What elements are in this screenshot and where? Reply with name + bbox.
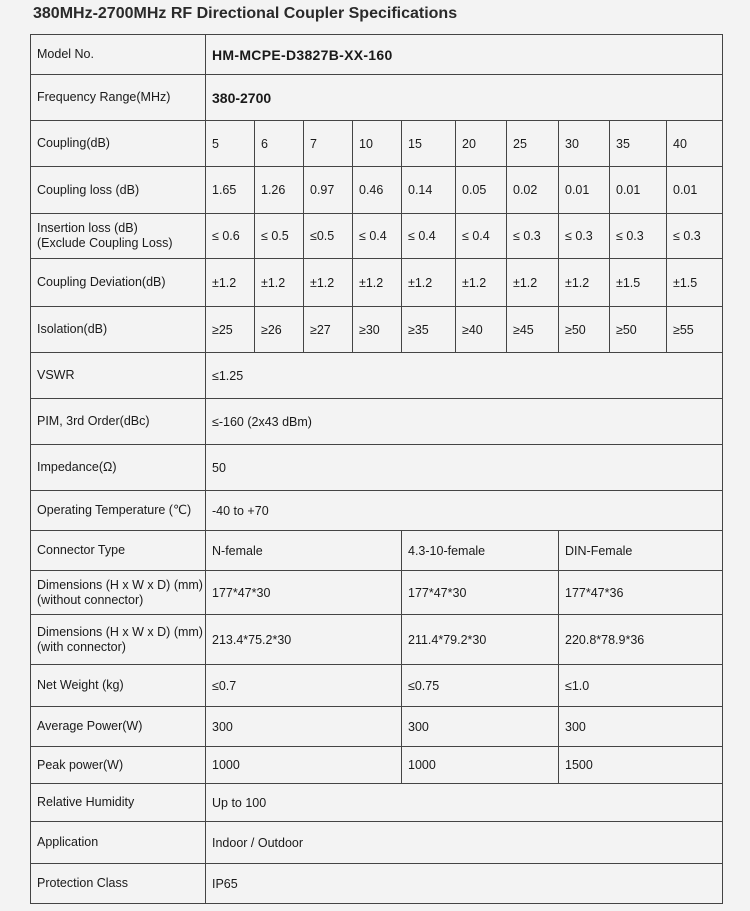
coupling-loss-cell: 0.97 — [304, 167, 353, 214]
coupling-deviation-cell: ±1.5 — [610, 259, 667, 307]
row-dim-with — [31, 615, 723, 665]
spec-table — [30, 34, 723, 904]
protection-value: IP65 — [206, 864, 723, 904]
vswr-label: VSWR — [31, 353, 206, 399]
net-weight-cell: ≤0.7 — [206, 665, 402, 707]
connector-label: Connector Type — [31, 531, 206, 571]
application-value: Indoor / Outdoor — [206, 822, 723, 864]
dim-without-label-line1: Dimensions (H x W x D) (mm) — [37, 577, 203, 592]
coupling-cell: 20 — [456, 121, 507, 167]
insertion-loss-label — [31, 214, 206, 259]
insertion-loss-cell: ≤ 0.4 — [353, 214, 402, 259]
coupling-loss-cell: 0.46 — [353, 167, 402, 214]
isolation-cell: ≥50 — [610, 307, 667, 353]
peak-power-cell: 1000 — [402, 747, 559, 784]
row-isolation — [31, 307, 723, 353]
isolation-cell: ≥50 — [559, 307, 610, 353]
protection-label: Protection Class — [31, 864, 206, 904]
page-title: 380MHz-2700MHz RF Directional Coupler Specifications — [33, 5, 458, 22]
coupling-deviation-label: Coupling Deviation(dB) — [31, 259, 206, 307]
dim-without-cell: 177*47*36 — [559, 571, 723, 615]
coupling-deviation-cell: ±1.2 — [402, 259, 456, 307]
row-temperature — [31, 491, 723, 531]
pim-label: PIM, 3rd Order(dBc) — [31, 399, 206, 445]
coupling-cell: 15 — [402, 121, 456, 167]
coupling-cell: 6 — [255, 121, 304, 167]
temperature-label: Operating Temperature (℃) — [31, 491, 206, 531]
row-humidity — [31, 784, 723, 822]
insertion-loss-cell: ≤ 0.4 — [402, 214, 456, 259]
row-frequency — [31, 75, 723, 121]
coupling-cell: 25 — [507, 121, 559, 167]
row-model — [31, 35, 723, 75]
avg-power-label: Average Power(W) — [31, 707, 206, 747]
row-insertion-loss — [31, 214, 723, 259]
coupling-cell: 40 — [667, 121, 723, 167]
isolation-cell: ≥55 — [667, 307, 723, 353]
row-application — [31, 822, 723, 864]
dim-without-label-line2: (without connector) — [37, 592, 144, 607]
temperature-value: -40 to +70 — [206, 491, 723, 531]
row-coupling-deviation — [31, 259, 723, 307]
peak-power-cell: 1000 — [206, 747, 402, 784]
isolation-cell: ≥26 — [255, 307, 304, 353]
row-net-weight — [31, 665, 723, 707]
dim-without-cell: 177*47*30 — [402, 571, 559, 615]
coupling-deviation-cell: ±1.2 — [559, 259, 610, 307]
dim-without-label — [31, 571, 206, 615]
net-weight-label: Net Weight (kg) — [31, 665, 206, 707]
avg-power-cell: 300 — [206, 707, 402, 747]
humidity-label: Relative Humidity — [31, 784, 206, 822]
row-impedance — [31, 445, 723, 491]
coupling-loss-cell: 0.01 — [610, 167, 667, 214]
frequency-value: 380-2700 — [206, 75, 723, 121]
coupling-loss-cell: 0.02 — [507, 167, 559, 214]
insertion-loss-cell: ≤ 0.3 — [507, 214, 559, 259]
coupling-deviation-cell: ±1.2 — [507, 259, 559, 307]
insertion-loss-cell: ≤ 0.5 — [255, 214, 304, 259]
coupling-deviation-cell: ±1.5 — [667, 259, 723, 307]
dim-with-label-line2: (with connector) — [37, 639, 126, 654]
peak-power-cell: 1500 — [559, 747, 723, 784]
application-label: Application — [31, 822, 206, 864]
impedance-value: 50 — [206, 445, 723, 491]
connector-cell: N-female — [206, 531, 402, 571]
avg-power-cell: 300 — [559, 707, 723, 747]
coupling-cell: 35 — [610, 121, 667, 167]
model-label: Model No. — [31, 35, 206, 75]
coupling-loss-cell: 0.05 — [456, 167, 507, 214]
row-protection — [31, 864, 723, 904]
insertion-loss-cell: ≤ 0.3 — [667, 214, 723, 259]
net-weight-cell: ≤1.0 — [559, 665, 723, 707]
insertion-loss-cell: ≤ 0.3 — [559, 214, 610, 259]
coupling-loss-cell: 1.26 — [255, 167, 304, 214]
isolation-cell: ≥45 — [507, 307, 559, 353]
row-peak-power — [31, 747, 723, 784]
insertion-loss-cell: ≤ 0.3 — [610, 214, 667, 259]
pim-value: ≤-160 (2x43 dBm) — [206, 399, 723, 445]
coupling-deviation-cell: ±1.2 — [304, 259, 353, 307]
impedance-label: Impedance(Ω) — [31, 445, 206, 491]
insertion-loss-cell: ≤0.5 — [304, 214, 353, 259]
insertion-loss-cell: ≤ 0.4 — [456, 214, 507, 259]
coupling-loss-cell: 0.01 — [667, 167, 723, 214]
isolation-cell: ≥40 — [456, 307, 507, 353]
dim-with-label — [31, 615, 206, 665]
humidity-value: Up to 100 — [206, 784, 723, 822]
row-coupling-loss — [31, 167, 723, 214]
coupling-loss-label: Coupling loss (dB) — [31, 167, 206, 214]
row-pim — [31, 399, 723, 445]
dim-with-cell: 220.8*78.9*36 — [559, 615, 723, 665]
net-weight-cell: ≤0.75 — [402, 665, 559, 707]
insertion-loss-label-line1: Insertion loss (dB) — [37, 221, 138, 235]
coupling-deviation-cell: ±1.2 — [255, 259, 304, 307]
isolation-cell: ≥35 — [402, 307, 456, 353]
avg-power-cell: 300 — [402, 707, 559, 747]
vswr-value: ≤1.25 — [206, 353, 723, 399]
coupling-deviation-cell: ±1.2 — [353, 259, 402, 307]
coupling-label: Coupling(dB) — [31, 121, 206, 167]
insertion-loss-label-line2: (Exclude Coupling Loss) — [37, 236, 173, 250]
isolation-cell: ≥27 — [304, 307, 353, 353]
insertion-loss-cell: ≤ 0.6 — [206, 214, 255, 259]
connector-cell: DIN-Female — [559, 531, 723, 571]
coupling-loss-cell: 0.01 — [559, 167, 610, 214]
coupling-deviation-cell: ±1.2 — [456, 259, 507, 307]
isolation-label: Isolation(dB) — [31, 307, 206, 353]
peak-power-label: Peak power(W) — [31, 747, 206, 784]
coupling-loss-cell: 1.65 — [206, 167, 255, 214]
coupling-deviation-cell: ±1.2 — [206, 259, 255, 307]
dim-with-cell: 213.4*75.2*30 — [206, 615, 402, 665]
coupling-cell: 5 — [206, 121, 255, 167]
dim-with-cell: 211.4*79.2*30 — [402, 615, 559, 665]
coupling-cell: 7 — [304, 121, 353, 167]
isolation-cell: ≥30 — [353, 307, 402, 353]
dim-with-label-line1: Dimensions (H x W x D) (mm) — [37, 624, 203, 639]
row-vswr — [31, 353, 723, 399]
row-connector — [31, 531, 723, 571]
coupling-loss-cell: 0.14 — [402, 167, 456, 214]
coupling-cell: 10 — [353, 121, 402, 167]
row-avg-power — [31, 707, 723, 747]
row-coupling — [31, 121, 723, 167]
connector-cell: 4.3-10-female — [402, 531, 559, 571]
dim-without-cell: 177*47*30 — [206, 571, 402, 615]
isolation-cell: ≥25 — [206, 307, 255, 353]
coupling-cell: 30 — [559, 121, 610, 167]
model-value: HM-MCPE-D3827B-XX-160 — [206, 35, 723, 75]
frequency-label: Frequency Range(MHz) — [31, 75, 206, 121]
row-dim-without — [31, 571, 723, 615]
